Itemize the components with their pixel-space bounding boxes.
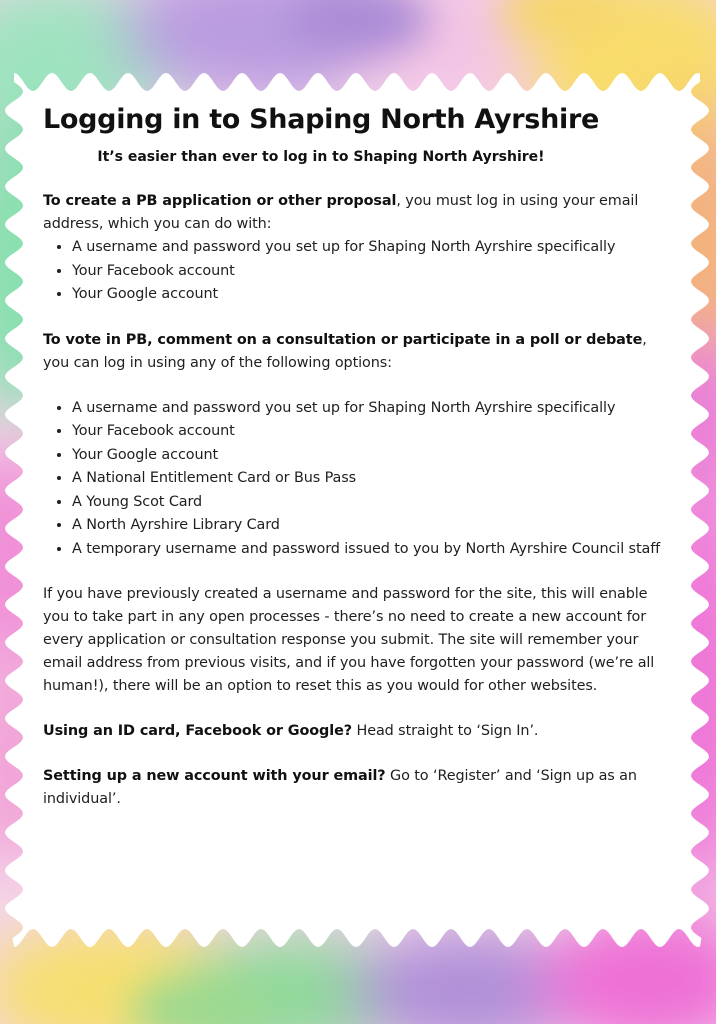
- list-item: • A username and password you set up for Shaping North Ayrshire specifically: [72, 236, 663, 260]
- list-item: • A temporary username and password issued to you by North Ayrshire Council staff: [72, 538, 663, 562]
- list-item: • Your Facebook account: [72, 260, 663, 284]
- vote-section-text: , you can log in using any of the following options:: [43, 331, 647, 371]
- document-body: [43, 100, 663, 811]
- id-card-paragraph: [43, 720, 663, 743]
- list-item: • A username and password you set up for Shaping North Ayrshire specifically: [72, 397, 663, 421]
- vote-section-intro: [43, 329, 663, 375]
- register-text: Go to ‘Register’ and ‘Sign up as an individual’.: [43, 768, 637, 807]
- create-section-text: , you must log in using your email address, which you can do with:: [43, 193, 639, 232]
- list-item: • A North Ayrshire Library Card: [72, 514, 663, 538]
- vote-section-heading: To vote in PB, comment on a consultation or participate in a poll or debate: [43, 331, 643, 348]
- register-paragraph: [43, 765, 663, 811]
- create-section-intro: [43, 190, 663, 236]
- create-options-list: [43, 236, 663, 307]
- list-item: • Your Google account: [72, 283, 663, 307]
- page-title: Logging in to Shaping North Ayrshire: [43, 104, 599, 135]
- page-subtitle: It’s easier than ever to log in to Shaping North Ayrshire!: [97, 149, 545, 165]
- vote-options-list: [43, 397, 663, 562]
- id-card-text: Head straight to ‘Sign In’.: [352, 723, 539, 739]
- list-item: • Your Google account: [72, 444, 663, 468]
- list-item: • A National Entitlement Card or Bus Pass: [72, 467, 663, 491]
- create-section-heading: To create a PB application or other proposal: [43, 193, 397, 209]
- list-item: • Your Facebook account: [72, 420, 663, 444]
- id-card-heading: Using an ID card, Facebook or Google?: [43, 723, 352, 739]
- register-heading: Setting up a new account with your email?: [43, 768, 386, 784]
- previous-account-paragraph: If you have previously created a username and password for the site, this will enable you to take part in any open processes - there’s no need to create a new account for every application or consultation response you submit. The site will remember your email address from previous visits, and if you have forgotten your password (we’re all human!), there will be an option to reset this as you would for other websites.: [43, 586, 655, 694]
- list-item: • A Young Scot Card: [72, 491, 663, 515]
